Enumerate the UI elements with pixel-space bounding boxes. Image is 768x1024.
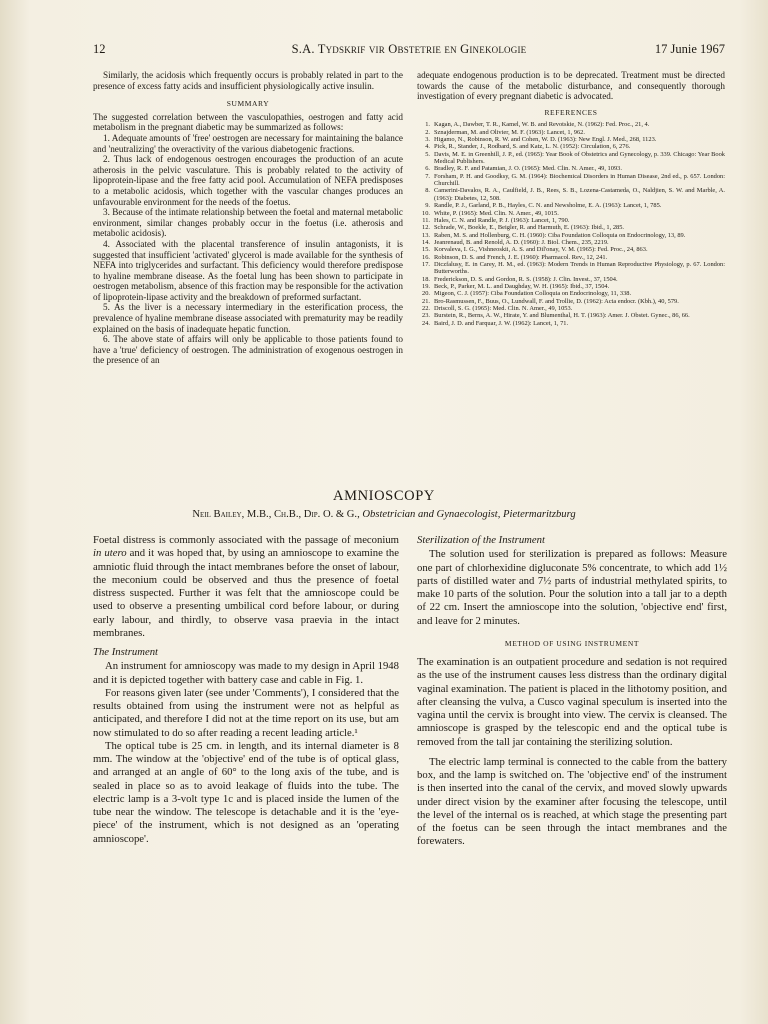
issue-date: 17 Junie 1967 bbox=[654, 42, 725, 56]
page-number: 12 bbox=[93, 42, 106, 56]
reference-text: Raben, M. S. and Hollenburg, C. H. (1960): Ciba Foundation Colloquia on Endocrinology, 13, 89. bbox=[434, 231, 686, 239]
reference-number: 10. bbox=[422, 209, 430, 217]
method-heading: METHOD OF USING INSTRUMENT bbox=[504, 638, 640, 648]
reference-number: 22. bbox=[422, 304, 430, 312]
reference-item bbox=[417, 290, 725, 297]
summary-item: 3. Because of the intimate relationship between the foetal and maternal metabolic environment, similar changes probably occur in the foetus (i.e. atherosis and metabolic acidosis). bbox=[93, 207, 403, 239]
reference-number: 14. bbox=[422, 238, 430, 246]
reference-item bbox=[417, 261, 725, 276]
reference-number: 19. bbox=[422, 282, 430, 290]
summary-heading: SUMMARY bbox=[226, 99, 270, 109]
reference-text: Higamo, N., Robinson, R. W. and Cohen, W. D. (1963): New Engl. J. Med., 268, 1123. bbox=[434, 136, 657, 144]
instrument-paragraph: For reasons given later (see under 'Comments'), I considered that the results obtained from using the instrument were not as helpful as anticipated, and therefore I did not at the time report on its use, but am now stimulated to do so after reading a recent leading article.¹ bbox=[93, 686, 399, 739]
reference-item bbox=[417, 276, 725, 283]
reference-item bbox=[417, 136, 725, 143]
prev-article-left-column bbox=[93, 70, 403, 366]
reference-text: Sznajderman, M. and Olivier, M. F. (1963): Lancet, 1, 962. bbox=[434, 128, 585, 136]
reference-item bbox=[417, 173, 725, 188]
reference-item bbox=[417, 210, 725, 217]
reference-text: Robinson, D. S. and French, J. E. (1960): Pharmacol. Rev., 12, 241. bbox=[434, 253, 608, 261]
method-paragraph: The electric lamp terminal is connected to the cable from the battery box, and the lamp is switched on. The 'objective end' of the instrument is then inserted into the canal of the cervix, and moved slowly upwards under direct vision by the examiner after focusing the telescope, until the level of the internal os is reached, at which stage the presenting part of the foetus can be seen through the intact membranes and the forewaters. bbox=[417, 755, 727, 848]
sterilization-paragraph: The solution used for sterilization is prepared as follows: Measure one part of chlorhexidine digluconate 5% concentrate, to which add 1½ parts of distilled water and 7½ parts of industrial methylated spirits, to make 10 parts of the solution. Pour the solution into a tall jar to a depth of 22 cm. Insert the amnioscope into the solution, 'objective end' first, and leave for 2 minutes. bbox=[417, 548, 727, 627]
summary-item: 1. Adequate amounts of 'free' oestrogen are necessary for maintaining the balance and 'neutralizing' the overactivity of the various diabetogenic fractions. bbox=[93, 132, 403, 154]
reference-text: Beck, P., Parker, M. L. and Daughday, W. H. (1965): Ibid., 37, 1504. bbox=[434, 282, 610, 290]
reference-number: 3. bbox=[425, 136, 430, 144]
reference-number: 21. bbox=[422, 297, 430, 305]
reference-item bbox=[417, 320, 725, 327]
reference-number: 23. bbox=[422, 312, 430, 320]
reference-item bbox=[417, 312, 725, 319]
article-right-column bbox=[417, 534, 727, 849]
author: Neil Bailey, M.B., Ch.B., Dip. O. & G., bbox=[192, 509, 360, 520]
instrument-paragraph: An instrument for amnioscopy was made to my design in April 1948 and it is depicted together with battery case and cable in Fig. 1. bbox=[93, 660, 399, 686]
reference-number: 6. bbox=[425, 165, 430, 173]
prev-article-paragraph: Similarly, the acidosis which frequently occurs is probably related in part to the presence of excess fatty acids and insufficient physiologically active insulin. bbox=[93, 70, 403, 91]
reference-item bbox=[417, 187, 725, 202]
reference-number: 18. bbox=[422, 275, 430, 283]
instrument-paragraph: The optical tube is 25 cm. in length, and its internal diameter is 8 mm. The window at the 'objective' end of the tube is of optical glass, and arranged at an angle of 60° to the long axis of the tube, and is sealed in place so as to avoid leakage of fluids into the tube. The electric lamp is a 3-volt type 1c and is placed inside the lumen of the tube near the window. The telescope is detachable and it is the 'eye-piece' of the instrument, which is not designed as an 'operating amnioscope'. bbox=[93, 739, 399, 845]
reference-item bbox=[417, 239, 725, 246]
reference-number: 7. bbox=[425, 172, 430, 180]
reference-item bbox=[417, 121, 725, 128]
reference-text: Diczfalusy, E. in Carey, H. M., ed. (1963): Modern Trends in Human Reproductive Physiology, p. 67. London: Butterworths. bbox=[434, 260, 725, 276]
summary-item: 4. Associated with the placental transference of insulin antagonists, it is suggested that insufficient 'activated' glycerol is made available for the synthesis of NEFA into triglycerides and surfactant. This deficiency would therefore predispose to hyaline membrane disease. As the foetal lung has been shown to participate in oestrogen metabolism, absence of this fraction may be responsible for the activation of lipoprotein-lipase activity and the breakdown of preformed surfactant. bbox=[93, 238, 403, 302]
article-left-column bbox=[93, 534, 399, 846]
reference-text: Schrade, W., Boekle, E., Beigler, R. and Harmuth, E. (1963): Ibid., 1, 285. bbox=[434, 224, 625, 232]
reference-number: 12. bbox=[422, 224, 430, 232]
reference-text: Bro-Rasmussen, F., Buus, O., Lundwall, F. and Trollie, D. (1962): Acta endocr. (Kbh.), 40, 579. bbox=[434, 297, 679, 305]
reference-number: 4. bbox=[425, 143, 430, 151]
reference-number: 9. bbox=[425, 202, 430, 210]
summary-item: 2. Thus lack of endogenous oestrogen encourages the production of an acute atherosis in the pelvic vasculature. This is probably related to the activity of lipoprotein-lipase and the free fatty acid pool. Accumulation of NEFA predisposes to a metabolic acidosis, which together with the vascular changes produces an unfavourable environment for the needs of the foetus. bbox=[93, 154, 403, 207]
reference-item bbox=[417, 224, 725, 231]
prev-article-right-column bbox=[417, 70, 725, 327]
reference-text: Burstein, R., Berns, A. W., Hirate, Y. and Blumenthal, H. T. (1963): Amer. J. Obstet. Gynec., 86, 66. bbox=[434, 312, 690, 320]
reference-item bbox=[417, 202, 725, 209]
running-header bbox=[93, 42, 725, 58]
reference-item bbox=[417, 283, 725, 290]
reference-item bbox=[417, 129, 725, 136]
reference-list bbox=[417, 121, 725, 327]
reference-item bbox=[417, 246, 725, 253]
reference-item bbox=[417, 143, 725, 150]
journal-title: S.A. Tydskrif vir Obstetrie en Ginekologie bbox=[291, 42, 527, 56]
reference-text: Korvaleva, I. G., Vishneoskii, A. S. and Dil'onay, V. M. (1965): Fed. Proc., 24, 863. bbox=[434, 246, 648, 254]
method-paragraph: The examination is an outpatient procedure and sedation is not required as the use of the instrument causes less distress than the ordinary digital vaginal examination. The patient is placed in the lithotomy position, and after cleansing the vulva, a Cusco vaginal speculum is inserted into the vagina until the cervix is brought into view. The cervix is cleansed. The amnioscope is grasped by the telescopic end and the optical tube is removed from the tall jar containing the sterilizing solution. bbox=[417, 656, 727, 748]
summary-intro: The suggested correlation between the vasculopathies, oestrogen and fatty acid metabolism in the pregnant diabetic may be summarized as follows: bbox=[93, 111, 403, 133]
reference-item bbox=[417, 305, 725, 312]
reference-text: Frederickson, D. S. and Gordon, R. S. (1958): J. Clin. Invest., 37, 1504. bbox=[434, 275, 618, 283]
reference-text: Hales, C. N. and Randle, P. J. (1963): Lancet, 1, 790. bbox=[434, 216, 570, 224]
reference-item bbox=[417, 217, 725, 224]
reference-number: 5. bbox=[425, 150, 430, 158]
reference-number: 20. bbox=[422, 290, 430, 298]
reference-text: White, P. (1965): Med. Clin. N. Amer., 49, 1015. bbox=[434, 209, 559, 217]
affiliation: Obstetrician and Gynaecologist, Pietermaritzburg bbox=[362, 509, 576, 520]
reference-item bbox=[417, 254, 725, 261]
prev-article-conclusion: adequate endogenous production is to be deprecated. Treatment must be directed towards the cause of the metabolic disturbance, and consequently thorough investigation of every pregnant diabetic is advocated. bbox=[417, 70, 725, 102]
reference-number: 11. bbox=[422, 216, 430, 224]
reference-number: 15. bbox=[422, 246, 430, 254]
reference-text: Camerini-Davalos, R. A., Caulfield, J. B., Rees, S. B., Lozena-Castameda, O., Naldjien, S. W. and Marble, A. (1963): Diabetes, 12, 508. bbox=[434, 187, 725, 202]
reference-number: 2. bbox=[425, 128, 430, 136]
reference-text: Jeanrenaud, B. and Renold, A. D. (1960): J. Biol. Chem., 235, 2219. bbox=[434, 238, 609, 246]
reference-number: 8. bbox=[425, 187, 430, 195]
reference-text: Driscoll, S. G. (1965): Med. Clin. N. Amer., 49, 1053. bbox=[434, 304, 573, 312]
article-title: AMNIOSCOPY bbox=[333, 488, 435, 504]
reference-number: 16. bbox=[422, 253, 430, 261]
sterilization-heading: Sterilization of the Instrument bbox=[417, 534, 545, 546]
byline bbox=[0, 509, 768, 520]
reference-number: 1. bbox=[425, 121, 430, 129]
reference-text: Forsham, P. H. and Goodksy, G. M. (1964): Biochemical Disorders in Human Disease, 2nd ed., p. 657. London: Churchill. bbox=[434, 172, 725, 188]
reference-text: Migeon, C. J. (1957): Ciba Foundation Colloquia on Endocrinology, 11, 338. bbox=[434, 290, 632, 298]
reference-text: Pick, R., Stander, J., Rodbard, S. and Katz, L. N. (1952): Circulation, 6, 276. bbox=[434, 143, 631, 151]
instrument-heading: The Instrument bbox=[93, 646, 159, 658]
reference-number: 17. bbox=[422, 260, 430, 268]
reference-item bbox=[417, 298, 725, 305]
intro-paragraph: Foetal distress is commonly associated with the passage of meconium in utero and it was hoped that, by using an amnioscope to examine the amniotic fluid through the intact membranes before the onset of labour, the meconium could be observed and thus the presence of foetal distress suspected. Further it was felt that the amnioscope could be used to observe a presenting umbilical cord before labour, or during early labour, and thirdly, to observe vasa praevia in the intact membranes. bbox=[93, 534, 399, 639]
reference-text: Baird, J. D. and Farquar, J. W. (1962): Lancet, 1, 71. bbox=[434, 319, 569, 327]
reference-item bbox=[417, 151, 725, 166]
reference-text: Bradley, R. F. and Patamian, J. O. (1965): Med. Clin. N. Amer., 49, 1093. bbox=[434, 165, 622, 173]
reference-text: Davis, M. E. in Greenhill, J. P., ed. (1965): Year Book of Obstetrics and Gynecology, p. 339. Chicago: Year Book Medical Publishers. bbox=[434, 150, 725, 166]
reference-item bbox=[417, 165, 725, 172]
summary-item: 5. As the liver is a necessary intermediary in the esterification process, the prevalence of hyaline membrane disease associated with prematurity may be readily explained on the basis of inadequate hepatic function. bbox=[93, 302, 403, 334]
reference-text: Randle, P. J., Garland, P. B., Hayles, C. N. and Newsholme, E. A. (1963): Lancet, 1, 785. bbox=[434, 202, 662, 210]
references-heading: REFERENCES bbox=[544, 107, 598, 117]
reference-number: 13. bbox=[422, 231, 430, 239]
reference-number: 24. bbox=[422, 319, 430, 327]
reference-text: Kagan, A., Dawber, T. R., Kamel, W. B. and Revotskie, N. (1962): Fed. Proc., 21, 4. bbox=[434, 121, 650, 129]
summary-item: 6. The above state of affairs will only be applicable to those patients found to have a 'true' deficiency of oestrogen. The administration of exogenous oestrogen in the presence of an bbox=[93, 334, 403, 366]
reference-item bbox=[417, 232, 725, 239]
